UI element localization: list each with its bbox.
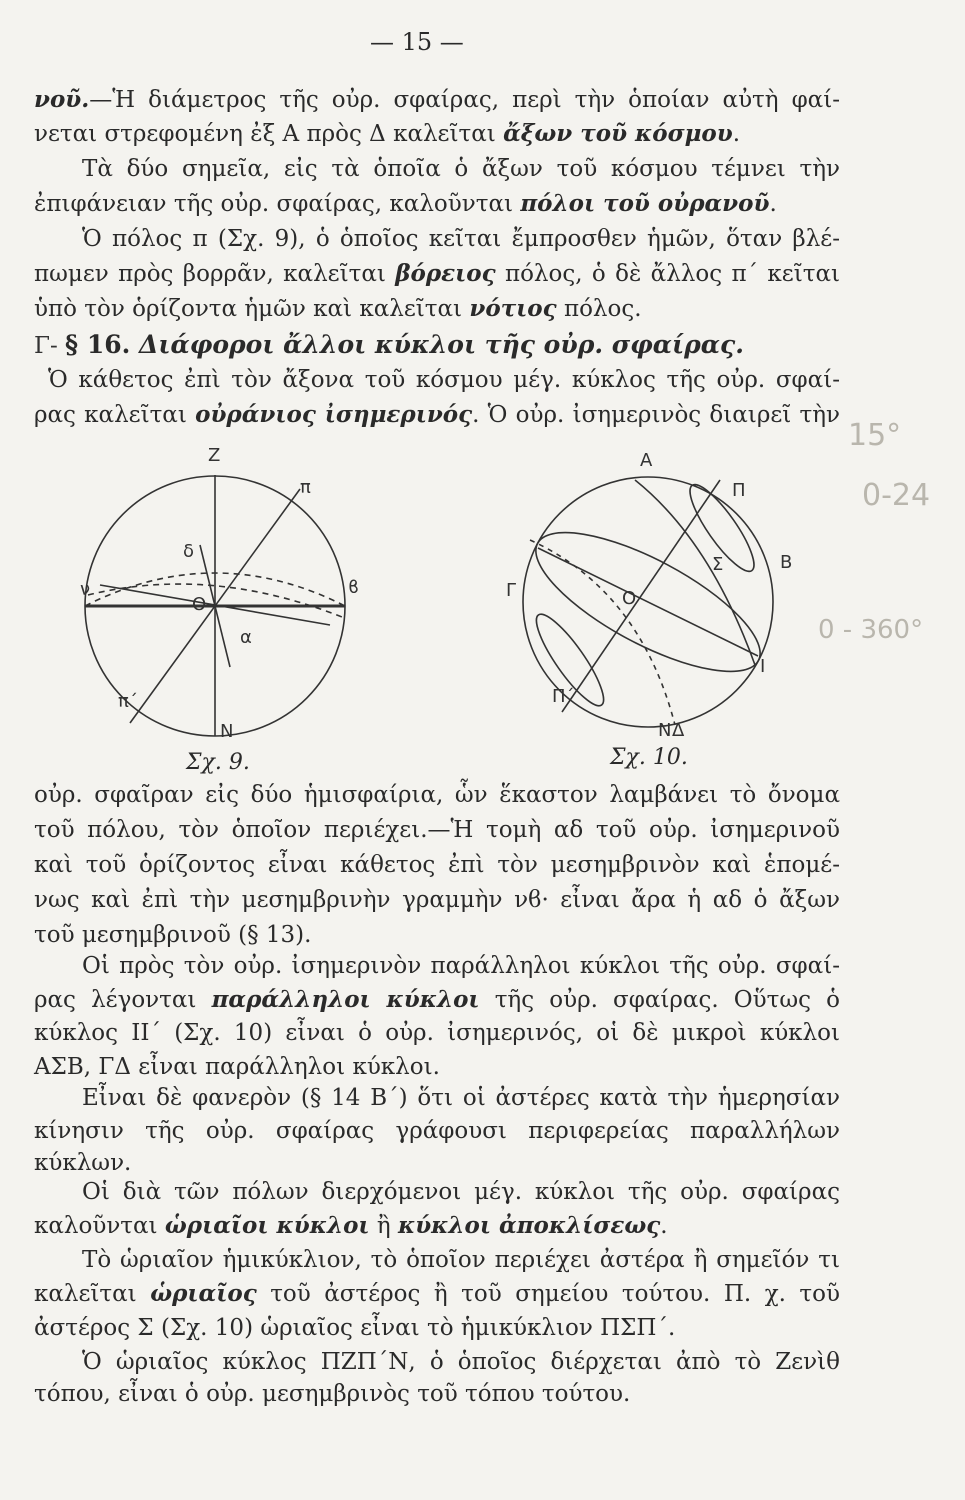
fig9-label-beta: ϐ <box>348 577 360 598</box>
text-line: Τὸ ὡριαῖον ἡμικύκλιον, τὸ ὁποῖον περιέχει ἀστέρα ἢ σημεῖόν τι <box>82 1247 840 1273</box>
text-line: Ὁ πόλος π (Σχ. 9), ὁ ὁποῖος κεῖται ἔμπροσθεν ἡμῶν, ὅταν βλέ- <box>82 226 840 252</box>
text-line: καὶ τοῦ ὁρίζοντος εἶναι κάθετος ἐπὶ τὸν μεσημβρινὸν καὶ ἑπομέ- <box>34 852 840 878</box>
fig10-label-p: Π <box>732 480 746 501</box>
figure-9 <box>80 445 380 775</box>
text-line: κύκλων. <box>34 1150 132 1176</box>
section-heading: Γ- § 16. Διάφοροι ἄλλοι κύκλοι τῆς οὐρ. σφαίρας. <box>34 330 744 359</box>
fig10-label-sigma: Σ <box>712 554 724 575</box>
text-line: κίνησιν τῆς οὐρ. σφαίρας γράφουσι περιφερείας παραλλήλων <box>34 1118 840 1144</box>
text-line: Ὁ κάθετος ἐπὶ τὸν ἄξονα τοῦ κόσμου μέγ. κύκλος τῆς οὐρ. σφαί- <box>48 367 840 393</box>
text-line: κύκλος ΙΙ΄ (Σχ. 10) εἶναι ὁ οὐρ. ἰσημερινός, οἱ δὲ μικροὶ κύκλοι <box>34 1020 840 1046</box>
text-line: καλοῦνται ὡριαῖοι κύκλοι ἢ κύκλοι ἀποκλίσεως. <box>34 1212 668 1239</box>
text-line: Οἱ πρὸς τὸν οὐρ. ἰσημερινὸν παράλληλοι κύκλοι τῆς οὐρ. σφαί- <box>82 953 840 979</box>
fig9-label-alpha: α <box>240 627 252 648</box>
margin-note: 15° <box>848 418 902 453</box>
fig10-label-p-prime: Π΄ <box>552 686 575 707</box>
text-line: Τὰ δύο σημεῖα, εἰς τὰ ὁποῖα ὁ ἄξων τοῦ κόσμου τέμνει τὴν <box>82 156 840 182</box>
text-line: Εἶναι δὲ φανερὸν (§ 14 Β΄) ὅτι οἱ ἀστέρες κατὰ τὴν ἡμερησίαν <box>82 1085 840 1111</box>
text-line: οὐρ. σφαῖραν εἰς δύο ἡμισφαίρια, ὧν ἕκαστον λαμβάνει τὸ ὄνομα <box>34 782 840 808</box>
fig9-label-o: O <box>192 594 207 615</box>
text-line: Ὁ ὡριαῖος κύκλος ΠΖΠ΄Ν, ὁ ὁποῖος διέρχεται ἀπὸ τὸ Ζενὶθ <box>82 1349 840 1375</box>
handwritten-mark: Γ- <box>34 333 58 359</box>
text-line: τοῦ πόλου, τὸν ὁποῖον περιέχει.—Ἡ τομὴ αδ τοῦ οὐρ. ἰσημερινοῦ <box>34 817 840 843</box>
text-line: ρας λέγονται παράλληλοι κύκλοι τῆς οὐρ. σφαίρας. Οὕτως ὁ <box>34 986 840 1013</box>
fig10-label-o: O <box>622 588 637 609</box>
fig10-axis-line <box>562 480 720 712</box>
text-line: Οἱ διὰ τῶν πόλων διερχόμενοι μέγ. κύκλοι τῆς οὐρ. σφαίρας <box>82 1179 840 1205</box>
fig10-caption: Σχ. 10. <box>610 745 688 770</box>
fig10-label-a: A <box>640 450 653 471</box>
text-line: ὑπὸ τὸν ὁρίζοντα ἡμῶν καὶ καλεῖται νότιος πόλος. <box>34 295 642 322</box>
fig9-label-n: N <box>220 721 234 742</box>
fig10-label-d: Δ <box>672 720 685 741</box>
text-line: καλεῖται ὡριαῖος τοῦ ἀστέρος ἢ τοῦ σημείου τούτου. Π. χ. τοῦ <box>34 1280 840 1307</box>
fig10-label-b: B <box>780 552 793 573</box>
fig9-label-pi: π <box>300 477 311 498</box>
fig9-label-delta: δ <box>183 541 195 562</box>
fig9-label-z: Z <box>208 445 221 466</box>
text-line: τοῦ μεσημβρινοῦ (§ 13). <box>34 922 312 948</box>
fig9-label-nu: ν <box>80 579 91 600</box>
page-number: — 15 — <box>370 28 464 56</box>
text-line: πωμεν πρὸς βορρᾶν, καλεῖται βόρειος πόλος, ὁ δὲ ἄλλος π΄ κεῖται <box>34 260 840 287</box>
fig10-label-n: N <box>658 720 672 741</box>
text-line: ρας καλεῖται οὐράνιος ἰσημερινός. Ὁ οὐρ. ἰσημερινὸς διαιρεῖ τὴν <box>34 401 841 428</box>
text-line: νοῦ.—Ἡ διάμετρος τῆς οὐρ. σφαίρας, περὶ τὴν ὁποίαν αὐτὴ φαί- <box>34 86 840 113</box>
margin-note: 0-24 <box>862 478 931 513</box>
fig9-label-pi-prime: π΄ <box>118 691 138 712</box>
fig10-label-g: Γ <box>506 580 517 601</box>
text-line: τόπου, εἶναι ὁ οὐρ. μεσημβρινὸς τοῦ τόπου τούτου. <box>34 1381 631 1407</box>
text-line: νως καὶ ἐπὶ τὴν μεσημβρινὴν γραμμὴν νϐ· εἶναι ἄρα ἡ αδ ὁ ἄξων <box>34 887 840 913</box>
text-line: ἀστέρος Σ (Σχ. 10) ὡριαῖος εἶναι τὸ ἡμικύκλιον ΠΣΠ΄. <box>34 1315 676 1341</box>
text-line: ΑΣΒ, ΓΔ εἶναι παράλληλοι κύκλοι. <box>34 1054 440 1080</box>
text-line: νεται στρεφομένη ἐξ Α πρὸς Δ καλεῖται ἄξων τοῦ κόσμου. <box>34 120 741 147</box>
margin-note: 0 - 360° <box>818 615 924 645</box>
figure-10 <box>500 440 820 750</box>
fig9-caption: Σχ. 9. <box>186 750 250 775</box>
fig10-label-i: Ι <box>760 656 766 677</box>
text-line: ἐπιφάνειαν τῆς οὐρ. σφαίρας, καλοῦνται πόλοι τοῦ οὐρανοῦ. <box>34 190 777 217</box>
